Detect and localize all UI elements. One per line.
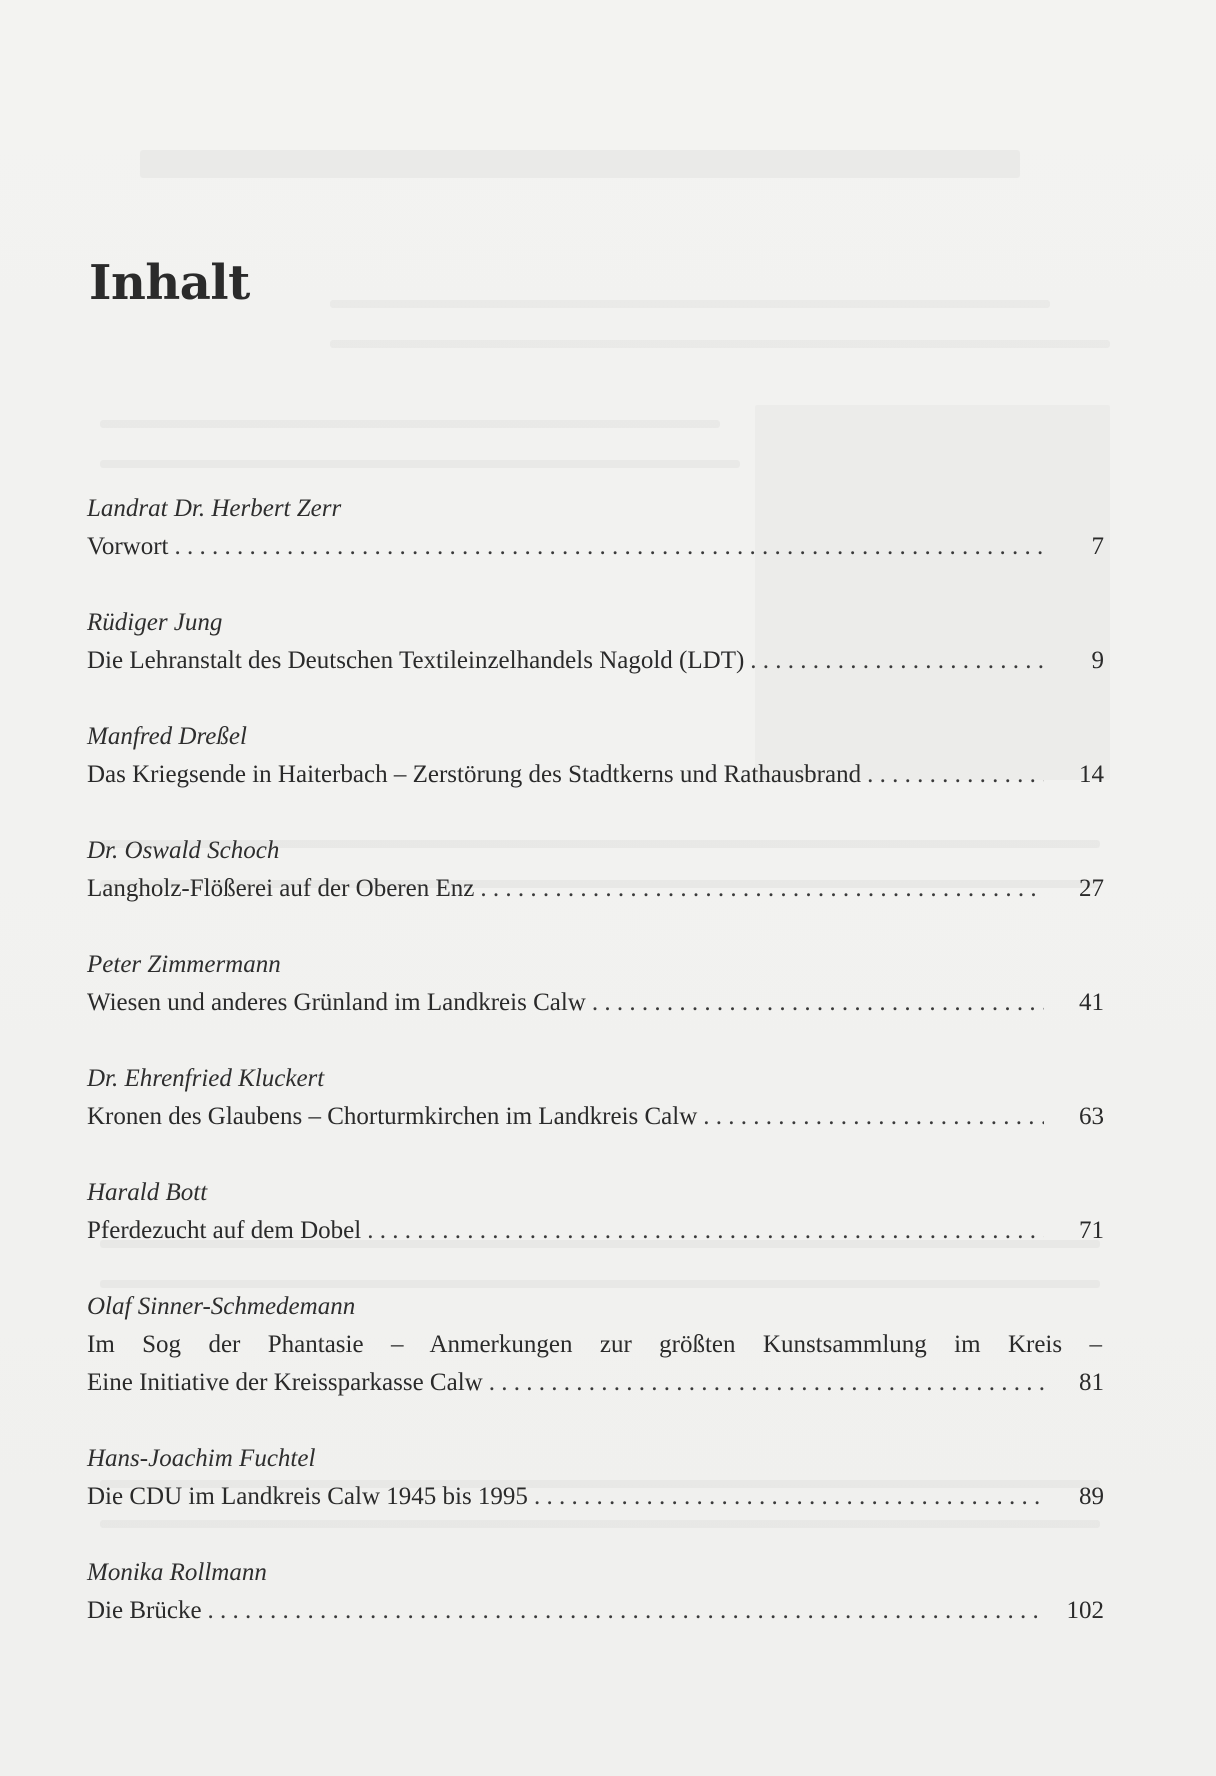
entry-author: Olaf Sinner-Schmedemann <box>87 1293 356 1320</box>
dot-leader <box>367 1212 1044 1250</box>
toc-entry <box>87 832 1104 908</box>
entry-page-number: 71 <box>1079 1217 1104 1244</box>
dot-leader <box>867 756 1044 794</box>
dot-leader <box>174 528 1044 566</box>
entry-page-number: 102 <box>1066 1597 1104 1624</box>
toc-entry <box>87 1288 1104 1402</box>
entry-title: Die CDU im Landkreis Calw 1945 bis 1995 <box>87 1483 528 1510</box>
entry-title: Die Lehranstalt des Deutschen Textileinzelhandels Nagold (LDT) <box>87 647 745 674</box>
toc-entry <box>87 604 1104 680</box>
entry-title-first-line <box>87 1326 1104 1364</box>
entry-line <box>87 1592 1104 1630</box>
entry-author: Hans-Joachim Fuchtel <box>87 1445 316 1472</box>
entry-title: Vorwort <box>87 533 169 560</box>
entry-title-line-1: Im Sog der Phantasie – Anmerkungen zur größten Kunstsammlung im Kreis – <box>87 1331 1102 1358</box>
toc-entry <box>87 490 1104 566</box>
dot-leader <box>750 642 1044 680</box>
entry-line <box>87 1098 1104 1136</box>
entry-author: Harald Bott <box>87 1179 208 1206</box>
entry-page-number: 27 <box>1079 875 1104 902</box>
entry-author: Peter Zimmermann <box>87 951 281 978</box>
entry-page-number: 63 <box>1079 1103 1104 1130</box>
entry-page-number: 41 <box>1079 989 1104 1016</box>
entry-page-number: 89 <box>1079 1483 1104 1510</box>
toc-entry <box>87 1554 1104 1630</box>
entry-author: Dr. Oswald Schoch <box>87 837 280 864</box>
entry-line <box>87 1478 1104 1516</box>
toc-entry <box>87 946 1104 1022</box>
bleed-through-line <box>330 300 1050 308</box>
bleed-through-line <box>330 340 1110 348</box>
entry-page-number: 81 <box>1079 1369 1104 1396</box>
entry-title: Kronen des Glaubens – Chorturmkirchen im Landkreis Calw <box>87 1103 698 1130</box>
dot-leader <box>703 1098 1044 1136</box>
entry-line <box>87 1364 1104 1402</box>
entry-page-number: 7 <box>1091 533 1104 560</box>
toc-entry <box>87 718 1104 794</box>
table-of-contents <box>87 490 1104 1668</box>
dot-leader <box>592 984 1044 1022</box>
toc-entry <box>87 1440 1104 1516</box>
entry-title: Pferdezucht auf dem Dobel <box>87 1217 362 1244</box>
entry-title: Die Brücke <box>87 1597 202 1624</box>
entry-author: Monika Rollmann <box>87 1559 267 1586</box>
entry-author: Dr. Ehrenfried Kluckert <box>87 1065 325 1092</box>
entry-line <box>87 984 1104 1022</box>
entry-line <box>87 1212 1104 1250</box>
entry-line <box>87 756 1104 794</box>
entry-line <box>87 870 1104 908</box>
dot-leader <box>534 1478 1044 1516</box>
entry-line <box>87 642 1104 680</box>
entry-author: Rüdiger Jung <box>87 609 223 636</box>
entry-title: Eine Initiative der Kreissparkasse Calw <box>87 1369 483 1396</box>
bleed-through-header <box>140 150 1020 178</box>
page-title: Inhalt <box>89 255 250 311</box>
bleed-through-line <box>100 460 740 468</box>
dot-leader <box>489 1364 1044 1402</box>
dot-leader <box>480 870 1044 908</box>
entry-page-number: 9 <box>1091 647 1104 674</box>
toc-entry <box>87 1174 1104 1250</box>
entry-title: Das Kriegsende in Haiterbach – Zerstörung des Stadtkerns und Rathausbrand <box>87 761 862 788</box>
entry-page-number: 14 <box>1079 761 1104 788</box>
entry-author: Manfred Dreßel <box>87 723 247 750</box>
dot-leader <box>208 1592 1044 1630</box>
entry-author: Landrat Dr. Herbert Zerr <box>87 495 342 522</box>
bleed-through-line <box>100 420 720 428</box>
entry-title: Wiesen und anderes Grünland im Landkreis Calw <box>87 989 586 1016</box>
entry-line <box>87 528 1104 566</box>
toc-entry <box>87 1060 1104 1136</box>
entry-title: Langholz-Flößerei auf der Oberen Enz <box>87 875 475 902</box>
